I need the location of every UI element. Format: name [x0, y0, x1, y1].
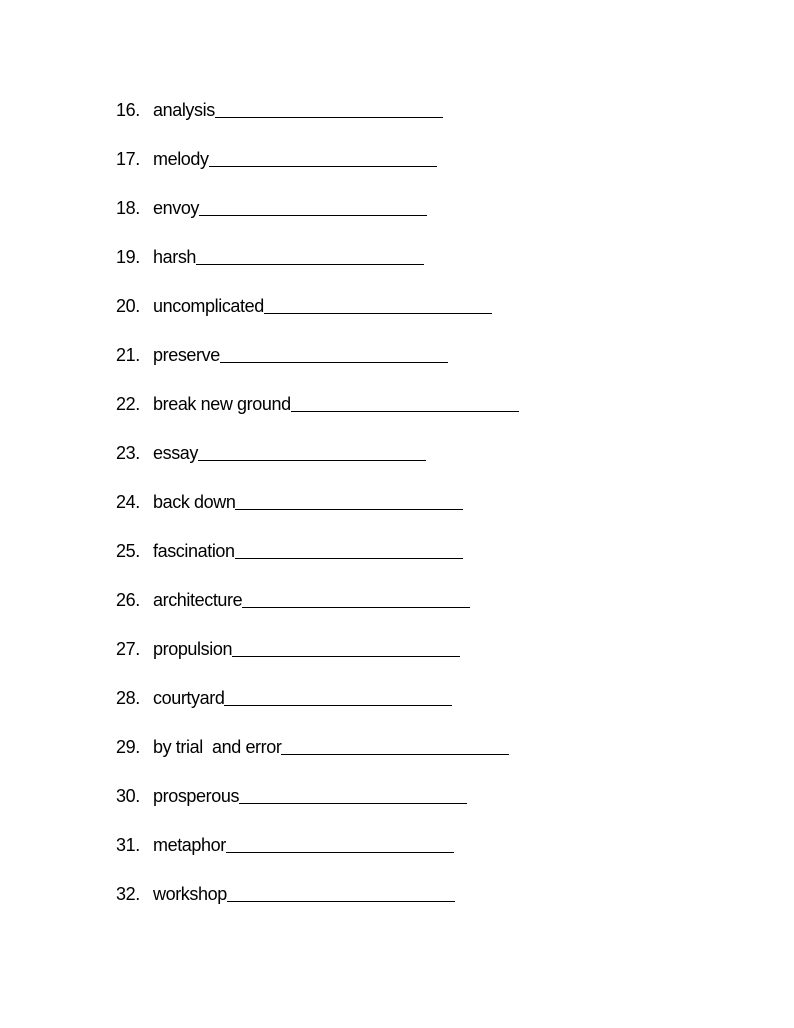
- item-term: back down: [153, 492, 236, 512]
- answer-blank[interactable]: [239, 784, 467, 804]
- answer-blank[interactable]: [209, 147, 437, 167]
- item-term: harsh: [153, 247, 197, 267]
- item-number: 19.: [116, 247, 140, 267]
- answer-blank[interactable]: [291, 392, 519, 412]
- item-number: 18.: [116, 198, 140, 218]
- vocabulary-list: [116, 98, 519, 931]
- answer-blank[interactable]: [235, 539, 463, 559]
- item-number: 25.: [116, 541, 140, 561]
- item-term: melody: [153, 149, 209, 169]
- item-term: preserve: [153, 345, 220, 365]
- item-term: fascination: [153, 541, 235, 561]
- item-term: workshop: [153, 884, 227, 904]
- item-number: 27.: [116, 639, 140, 659]
- item-number: 17.: [116, 149, 140, 169]
- answer-blank[interactable]: [235, 490, 463, 510]
- item-term: essay: [153, 443, 199, 463]
- item-term: uncomplicated: [153, 296, 264, 316]
- item-number: 29.: [116, 737, 140, 757]
- answer-blank[interactable]: [196, 245, 424, 265]
- item-term: metaphor: [153, 835, 226, 855]
- item-number: 21.: [116, 345, 140, 365]
- item-term: envoy: [153, 198, 200, 218]
- answer-blank[interactable]: [198, 441, 426, 461]
- item-term: architecture: [153, 590, 243, 610]
- list-item: [116, 833, 519, 882]
- item-number: 23.: [116, 443, 140, 463]
- item-number: 24.: [116, 492, 140, 512]
- item-number: 31.: [116, 835, 140, 855]
- answer-blank[interactable]: [226, 833, 454, 853]
- answer-blank[interactable]: [264, 294, 492, 314]
- item-term: propulsion: [153, 639, 233, 659]
- item-term: courtyard: [153, 688, 225, 708]
- answer-blank[interactable]: [220, 343, 448, 363]
- item-number: 26.: [116, 590, 140, 610]
- item-term: analysis: [153, 100, 215, 120]
- item-number: 22.: [116, 394, 140, 414]
- list-item: [116, 686, 519, 735]
- list-item: [116, 294, 519, 343]
- list-item: [116, 735, 519, 784]
- item-number: 28.: [116, 688, 140, 708]
- list-item: [116, 882, 519, 931]
- list-item: [116, 196, 519, 245]
- answer-blank[interactable]: [224, 686, 452, 706]
- list-item: [116, 392, 519, 441]
- answer-blank[interactable]: [227, 882, 455, 902]
- answer-blank[interactable]: [215, 98, 443, 118]
- list-item: [116, 588, 519, 637]
- answer-blank[interactable]: [199, 196, 427, 216]
- list-item: [116, 245, 519, 294]
- list-item: [116, 441, 519, 490]
- answer-blank[interactable]: [281, 735, 509, 755]
- item-number: 16.: [116, 100, 140, 120]
- answer-blank[interactable]: [242, 588, 470, 608]
- list-item: [116, 147, 519, 196]
- list-item: [116, 784, 519, 833]
- list-item: [116, 98, 519, 147]
- item-term: break new ground: [153, 394, 291, 414]
- item-number: 30.: [116, 786, 140, 806]
- list-item: [116, 637, 519, 686]
- item-term: by trial and error: [153, 737, 282, 757]
- list-item: [116, 343, 519, 392]
- item-term: prosperous: [153, 786, 240, 806]
- list-item: [116, 490, 519, 539]
- item-number: 20.: [116, 296, 140, 316]
- item-number: 32.: [116, 884, 140, 904]
- list-item: [116, 539, 519, 588]
- answer-blank[interactable]: [232, 637, 460, 657]
